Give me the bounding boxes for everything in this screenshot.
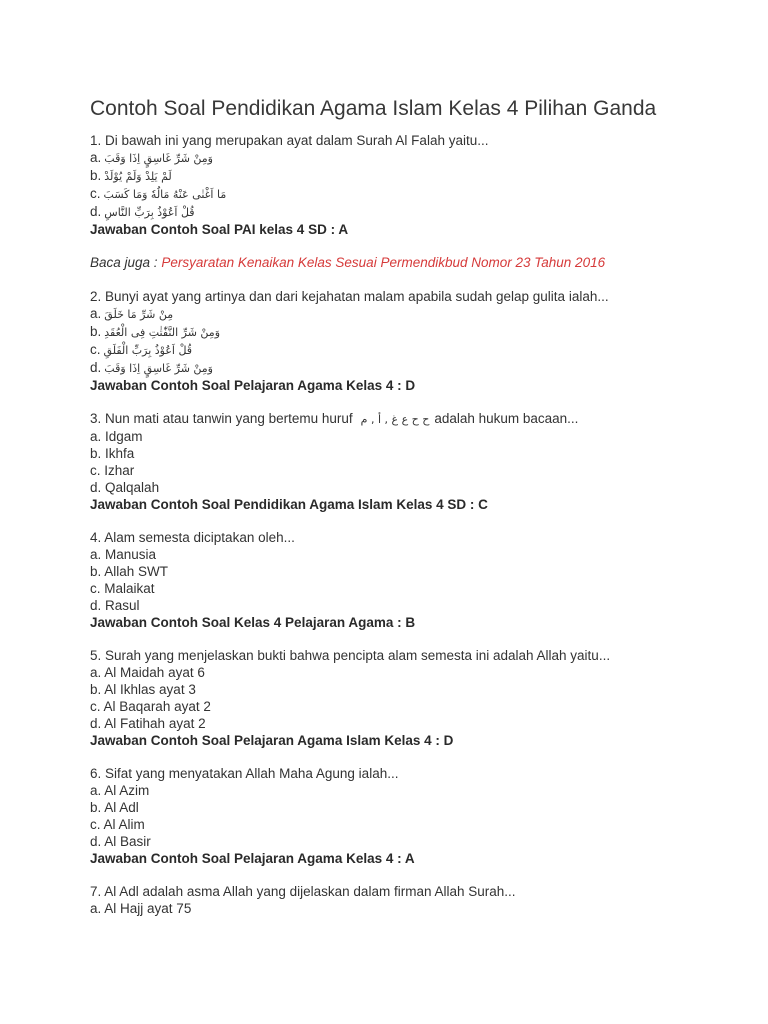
question-block [90, 288, 730, 394]
option-label: c. [90, 699, 101, 714]
question-block [90, 765, 730, 867]
answer-option [90, 799, 730, 816]
question-text-suffix: adalah hukum bacaan... [434, 411, 579, 426]
option-arabic-text: مِنْ شَرِّ مَا خَلَقَ [104, 308, 174, 321]
answer-option [90, 479, 730, 496]
answer-option [90, 428, 730, 445]
answer-option [90, 580, 730, 597]
option-label: c. [90, 186, 101, 201]
answer-key: Jawaban Contoh Soal Pendidikan Agama Islam Kelas 4 SD : C [90, 497, 488, 512]
option-text: Al Azim [104, 783, 150, 798]
option-arabic-text: وَمِنْ شَرِّ غَاسِقٍ اِذَا وَقَبَ [104, 152, 213, 165]
option-text: Al Maidah ayat 6 [104, 665, 205, 680]
option-text: Al Basir [104, 834, 151, 849]
answer-option [90, 305, 730, 323]
question-text-main: 4. Alam semesta diciptakan oleh... [90, 530, 295, 545]
answer-option [90, 900, 730, 917]
answer-option [90, 203, 730, 221]
question-block [90, 883, 730, 917]
answer-key: Jawaban Contoh Soal Pelajaran Agama Kelas 4 : A [90, 851, 415, 866]
option-label: d. [90, 204, 102, 219]
arabic-letters: ح ح ع غ , أ , م [360, 413, 430, 426]
answer-option [90, 698, 730, 715]
question-list [90, 132, 730, 917]
question-block [90, 529, 730, 631]
question-text-main: 6. Sifat yang menyatakan Allah Maha Agung ialah... [90, 766, 399, 781]
option-text: Rasul [105, 598, 140, 613]
option-label: d. [90, 716, 102, 731]
option-label: a. [90, 547, 102, 562]
question-block [90, 410, 730, 513]
question-text [90, 529, 730, 546]
question-text [90, 765, 730, 782]
answer-option [90, 681, 730, 698]
answer-option [90, 563, 730, 580]
answer-option [90, 664, 730, 681]
option-text: Izhar [104, 463, 135, 478]
question-text [90, 288, 730, 305]
option-label: d. [90, 480, 102, 495]
option-arabic-text: وَمِنْ شَرِّ النَّفّٰثٰتِ فِى الْعُقَدِ [104, 326, 221, 339]
question-text-main: 5. Surah yang menjelaskan bukti bahwa pencipta alam semesta ini adalah Allah yaitu... [90, 648, 611, 663]
question-text-main: 3. Nun mati atau tanwin yang bertemu huruf [90, 411, 353, 426]
option-arabic-text: وَمِنْ شَرِّ غَاسِقٍ اِذَا وَقَبَ [104, 362, 213, 375]
option-text: Al Baqarah ayat 2 [103, 699, 211, 714]
option-arabic-text: قُلْ اَعُوْذُ بِرَبِّ النَّاسِ [104, 206, 195, 219]
question-text [90, 883, 730, 900]
answer-key: Jawaban Contoh Soal PAI kelas 4 SD : A [90, 222, 349, 237]
option-label: d. [90, 360, 102, 375]
option-label: b. [90, 800, 102, 815]
option-label: a. [90, 901, 102, 916]
read-also [90, 254, 730, 271]
answer-option [90, 323, 730, 341]
option-label: d. [90, 834, 102, 849]
option-label: c. [90, 581, 101, 596]
answer-option [90, 149, 730, 167]
read-also-prefix: Baca juga : [90, 255, 158, 270]
option-label: b. [90, 682, 102, 697]
answer-option [90, 341, 730, 359]
option-text: Qalqalah [105, 480, 160, 495]
option-text: Manusia [105, 547, 157, 562]
question-text-main: 7. Al Adl adalah asma Allah yang dijelaskan dalam firman Allah Surah... [90, 884, 516, 899]
answer-option [90, 185, 730, 203]
option-label: a. [90, 306, 102, 321]
option-label: a. [90, 429, 102, 444]
answer-option [90, 597, 730, 614]
question-text [90, 410, 730, 428]
option-label: b. [90, 168, 102, 183]
option-arabic-text: قُلْ اَعُوْذُ بِرَبِّ الْفَلَقِ [103, 344, 193, 357]
option-label: c. [90, 463, 101, 478]
option-text: Al Alim [103, 817, 145, 832]
option-label: c. [90, 342, 101, 357]
option-label: b. [90, 324, 102, 339]
option-text: Al Ikhlas ayat 3 [104, 682, 196, 697]
answer-key: Jawaban Contoh Soal Pelajaran Agama Kelas 4 : D [90, 378, 416, 393]
answer-option [90, 715, 730, 732]
question-text-main: 2. Bunyi ayat yang artinya dan dari kejahatan malam apabila sudah gelap gulita ialah... [90, 289, 609, 304]
question-text [90, 647, 730, 664]
option-text: Al Fatihah ayat 2 [104, 716, 206, 731]
read-also-link[interactable]: Persyaratan Kenaikan Kelas Sesuai Permendikbud Nomor 23 Tahun 2016 [161, 255, 606, 270]
option-label: d. [90, 598, 102, 613]
option-label: c. [90, 817, 101, 832]
answer-key: Jawaban Contoh Soal Pelajaran Agama Islam Kelas 4 : D [90, 733, 454, 748]
option-text: Al Hajj ayat 75 [104, 901, 192, 916]
answer-option [90, 833, 730, 850]
question-block [90, 132, 730, 238]
option-text: Al Adl [104, 800, 139, 815]
option-label: a. [90, 150, 102, 165]
question-block [90, 647, 730, 749]
page-title: Contoh Soal Pendidikan Agama Islam Kelas 4 Pilihan Ganda [90, 97, 657, 120]
answer-option [90, 546, 730, 563]
answer-option [90, 359, 730, 377]
option-arabic-text: مَا اَغْنٰى عَنْهُ مَالُهٗ وَمَا كَسَبَ [103, 188, 227, 201]
option-text: Ikhfa [105, 446, 135, 461]
answer-option [90, 816, 730, 833]
answer-option [90, 167, 730, 185]
answer-option [90, 445, 730, 462]
document-page [90, 94, 730, 917]
question-text [90, 132, 730, 149]
option-text: Allah SWT [104, 564, 169, 579]
option-arabic-text: لَمْ يَلِدْ وَلَمْ يُوْلَدْ [104, 170, 172, 183]
option-label: b. [90, 446, 102, 461]
answer-option [90, 782, 730, 799]
answer-key: Jawaban Contoh Soal Kelas 4 Pelajaran Agama : B [90, 615, 416, 630]
option-label: a. [90, 665, 102, 680]
option-label: b. [90, 564, 102, 579]
option-text: Malaikat [104, 581, 155, 596]
option-text: Idgam [105, 429, 143, 444]
answer-option [90, 462, 730, 479]
question-text-main: 1. Di bawah ini yang merupakan ayat dalam Surah Al Falah yaitu... [90, 133, 489, 148]
option-label: a. [90, 783, 102, 798]
